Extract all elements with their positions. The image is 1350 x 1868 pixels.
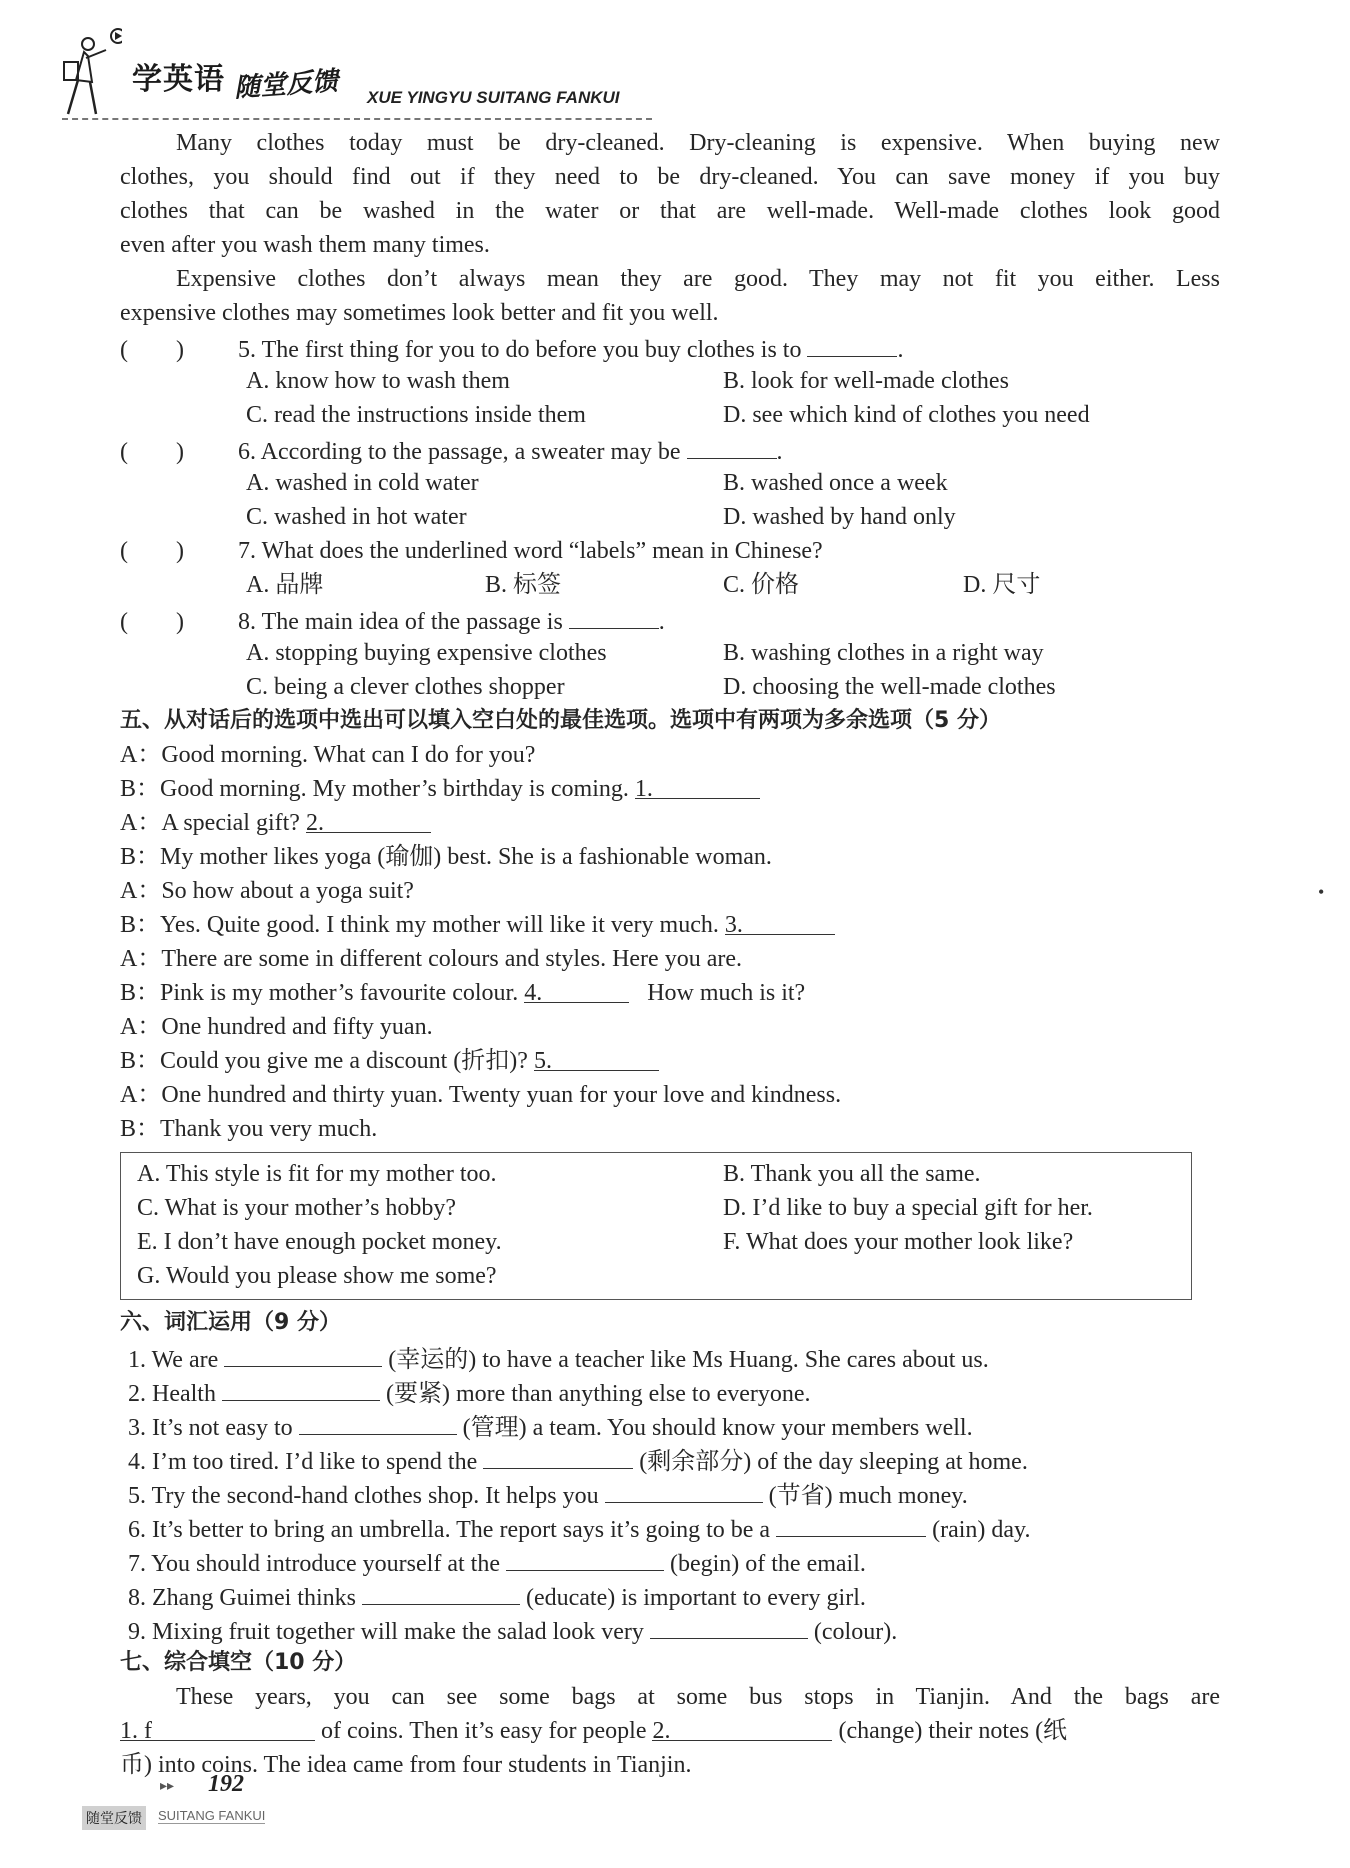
vocab-blank[interactable] [362,1578,520,1605]
vocab-item-5 [120,1476,1220,1510]
vocab-text: (educate) is important to every girl. [525,1585,866,1611]
vocab-blank[interactable] [776,1510,926,1537]
vocab-item-8 [120,1578,1220,1612]
section-6-title: 六、词汇运用（9 分） [120,1310,341,1335]
option-b[interactable]: B. washing clothes in a right way [723,640,1044,666]
vocab-blank[interactable] [506,1544,664,1571]
dialogue-line [120,1078,1220,1112]
vocab-item-2 [120,1374,1220,1408]
options-row [120,636,1220,670]
vocab-item-9 [120,1612,1220,1646]
vocab-text: 5. Try the second-hand clothes shop. It helps you [128,1483,599,1509]
option-d[interactable]: D. choosing the well-made clothes [723,674,1056,700]
cloze-text: of coins. Then it’s easy for people [321,1718,647,1744]
option-a[interactable]: A. washed in cold water [246,470,479,496]
main-content [120,126,1220,1782]
vocab-text: (节省) much money. [768,1483,968,1509]
header-pinyin: XUE YINGYU SUITANG FANKUI [367,88,620,107]
options-row [120,670,1220,704]
box-option-c[interactable]: C. What is your mother’s hobby? [137,1195,457,1221]
passage-line: expensive clothes may sometimes look better and fit you well. [120,300,719,326]
answer-paren[interactable]: ( ) [120,337,184,363]
header-title: 学英语 [132,62,225,97]
dialogue-line [120,1010,1220,1044]
arrow-icon: ▸▸ [160,1779,175,1794]
vocab-item-1 [120,1340,1220,1374]
dialogue-blank-2[interactable]: 2. [306,806,431,833]
option-c[interactable]: C. being a clever clothes shopper [246,674,565,700]
vocab-item-7 [120,1544,1220,1578]
question-stem: 5. The first thing for you to do before you buy clothes is to [238,337,802,363]
vocab-blank[interactable] [224,1340,382,1367]
option-d[interactable]: D. 尺寸 [963,572,1041,598]
dialogue-blank-1[interactable]: 1. [635,772,760,799]
vocab-text: (begin) of the email. [669,1551,866,1577]
option-d[interactable]: D. washed by hand only [723,504,956,530]
vocab-text: 8. Zhang Guimei thinks [128,1585,356,1611]
speck-mark: • [1318,882,1325,902]
dialogue-text: A：A special gift? [120,810,300,836]
vocab-blank[interactable] [650,1612,808,1639]
vocab-text: 1. We are [128,1347,219,1373]
answer-paren[interactable]: ( ) [120,609,184,635]
option-b[interactable]: B. 标签 [485,572,562,598]
box-option-e[interactable]: E. I don’t have enough pocket money. [137,1229,502,1255]
passage-line: Expensive clothes don’t always mean they are good. They may not fit you either. Less [176,266,1220,292]
vocab-item-4 [120,1442,1220,1476]
dialogue-text: B：Thank you very much. [120,1116,378,1142]
dialogue-line [120,806,1220,840]
dialogue-line [120,874,1220,908]
vocab-text: (colour). [813,1619,898,1645]
dialogue-line [120,908,1220,942]
answer-paren[interactable]: ( ) [120,439,184,465]
option-a[interactable]: A. 品牌 [246,572,324,598]
section-5-title: 五、从对话后的选项中选出可以填入空白处的最佳选项。选项中有两项为多余选项（5 分） [120,708,1001,733]
dialogue-line [120,772,1220,806]
vocab-text: 2. Health [128,1381,216,1407]
option-a[interactable]: A. stopping buying expensive clothes [246,640,607,666]
option-c[interactable]: C. read the instructions inside them [246,402,586,428]
dialogue-text: How much is it? [647,980,806,1006]
box-option-b[interactable]: B. Thank you all the same. [723,1161,981,1187]
section-7-title: 七、综合填空（10 分） [120,1650,357,1675]
question-5 [120,330,1220,364]
dialogue-line [120,976,1220,1010]
vocab-blank[interactable] [483,1442,633,1469]
options-box [120,1152,1192,1300]
footer-tag: 随堂反馈 [82,1806,146,1830]
passage-line: clothes that can be washed in the water or that are well-made. Well-made clothes look good [120,198,1220,224]
dialogue-line [120,840,1220,874]
question-8 [120,602,1220,636]
passage-line: even after you wash them many times. [120,232,490,258]
question-6 [120,432,1220,466]
option-c[interactable]: C. washed in hot water [246,504,467,530]
dialogue-text: B：Yes. Quite good. I think my mother will like it very much. [120,912,719,938]
box-option-d[interactable]: D. I’d like to buy a special gift for her. [723,1195,1093,1221]
dialogue-line [120,1112,1220,1146]
question-end: . [776,439,783,465]
options-row [120,364,1220,398]
cloze-text: (change) their notes (纸 [838,1718,1068,1744]
page-footer [78,1768,438,1848]
answer-blank[interactable] [807,330,897,357]
header-subtitle: 随堂反馈 [233,66,340,104]
options-row [120,466,1220,500]
vocab-blank[interactable] [222,1374,380,1401]
answer-blank[interactable] [569,602,659,629]
dialogue-blank-4[interactable]: 4. [524,976,629,1003]
dialogue-line [120,738,1220,772]
vocab-text: (管理) a team. You should know your members well. [462,1415,973,1441]
dialogue-line [120,942,1220,976]
dialogue-text: B：Could you give me a discount (折扣)? [120,1048,528,1074]
cloze-blank-2[interactable]: 2. [652,1714,832,1741]
vocab-text: (rain) day. [932,1517,1031,1543]
vocab-blank[interactable] [299,1408,457,1435]
passage-line: clothes, you should find out if they need to be dry-cleaned. You can save money if you buy [120,164,1220,190]
question-stem: 8. The main idea of the passage is [238,609,563,635]
option-b[interactable]: B. look for well-made clothes [723,368,1009,394]
vocab-item-6 [120,1510,1220,1544]
page-header [62,18,662,118]
box-option-a[interactable]: A. This style is fit for my mother too. [137,1161,497,1187]
option-a[interactable]: A. know how to wash them [246,368,510,394]
question-end: . [658,609,665,635]
vocab-text: (幸运的) to have a teacher like Ms Huang. She cares about us. [388,1347,989,1373]
answer-paren[interactable]: ( ) [120,538,184,564]
option-d[interactable]: D. see which kind of clothes you need [723,402,1090,428]
box-option-g[interactable]: G. Would you please show me some? [137,1263,497,1289]
vocab-item-3 [120,1408,1220,1442]
vocab-text: 9. Mixing fruit together will make the salad look very [128,1619,644,1645]
dialogue-blank-5[interactable]: 5. [534,1044,659,1071]
passage-line: Many clothes today must be dry-cleaned. Dry-cleaning is expensive. When buying new [176,130,1220,156]
options-row [120,398,1220,432]
vocab-text: (剩余部分) of the day sleeping at home. [639,1449,1028,1475]
dialogue-text: A：So how about a yoga suit? [120,878,414,904]
options-row [120,568,1220,602]
student-logo-icon [62,28,122,118]
vocab-blank[interactable] [605,1476,763,1503]
dialogue-line [120,1044,1220,1078]
vocab-text: 6. It’s better to bring an umbrella. The report says it’s going to be a [128,1517,771,1543]
option-b[interactable]: B. washed once a week [723,470,948,496]
cloze-line [120,1714,1220,1748]
dialogue-text: B：My mother likes yoga (瑜伽) best. She is a fashionable woman. [120,844,772,870]
question-stem: 7. What does the underlined word “labels” mean in Chinese? [238,538,823,564]
dialogue-text: B：Good morning. My mother’s birthday is coming. [120,776,629,802]
dialogue-text: A：One hundred and thirty yuan. Twenty yuan for your love and kindness. [120,1082,842,1108]
cloze-blank-1[interactable]: 1. f [120,1714,315,1741]
question-7 [120,534,1220,568]
footer-pinyin: SUITANG FANKUI [158,1808,266,1823]
answer-blank[interactable] [687,432,777,459]
vocab-text: 7. You should introduce yourself at the [128,1551,500,1577]
vocab-text: 4. I’m too tired. I’d like to spend the [128,1449,478,1475]
box-option-f[interactable]: F. What does your mother look like? [723,1229,1074,1255]
cloze-line: 币) into coins. The idea came from four students in Tianjin. [120,1752,692,1778]
dialogue-text: A：There are some in different colours and styles. Here you are. [120,946,742,972]
header-divider [62,118,652,120]
option-c[interactable]: C. 价格 [723,572,800,598]
question-end: . [897,337,904,363]
question-stem: 6. According to the passage, a sweater may be [238,439,681,465]
dialogue-text: A：One hundred and fifty yuan. [120,1014,433,1040]
dialogue-text: B：Pink is my mother’s favourite colour. [120,980,519,1006]
vocab-text: 3. It’s not easy to [128,1415,293,1441]
vocab-text: (要紧) more than anything else to everyone. [385,1381,811,1407]
page-number: 192 [208,1771,244,1797]
dialogue-text: A：Good morning. What can I do for you? [120,742,536,768]
options-row [120,500,1220,534]
dialogue-blank-3[interactable]: 3. [725,908,835,935]
cloze-line: These years, you can see some bags at some bus stops in Tianjin. And the bags are [176,1684,1220,1710]
